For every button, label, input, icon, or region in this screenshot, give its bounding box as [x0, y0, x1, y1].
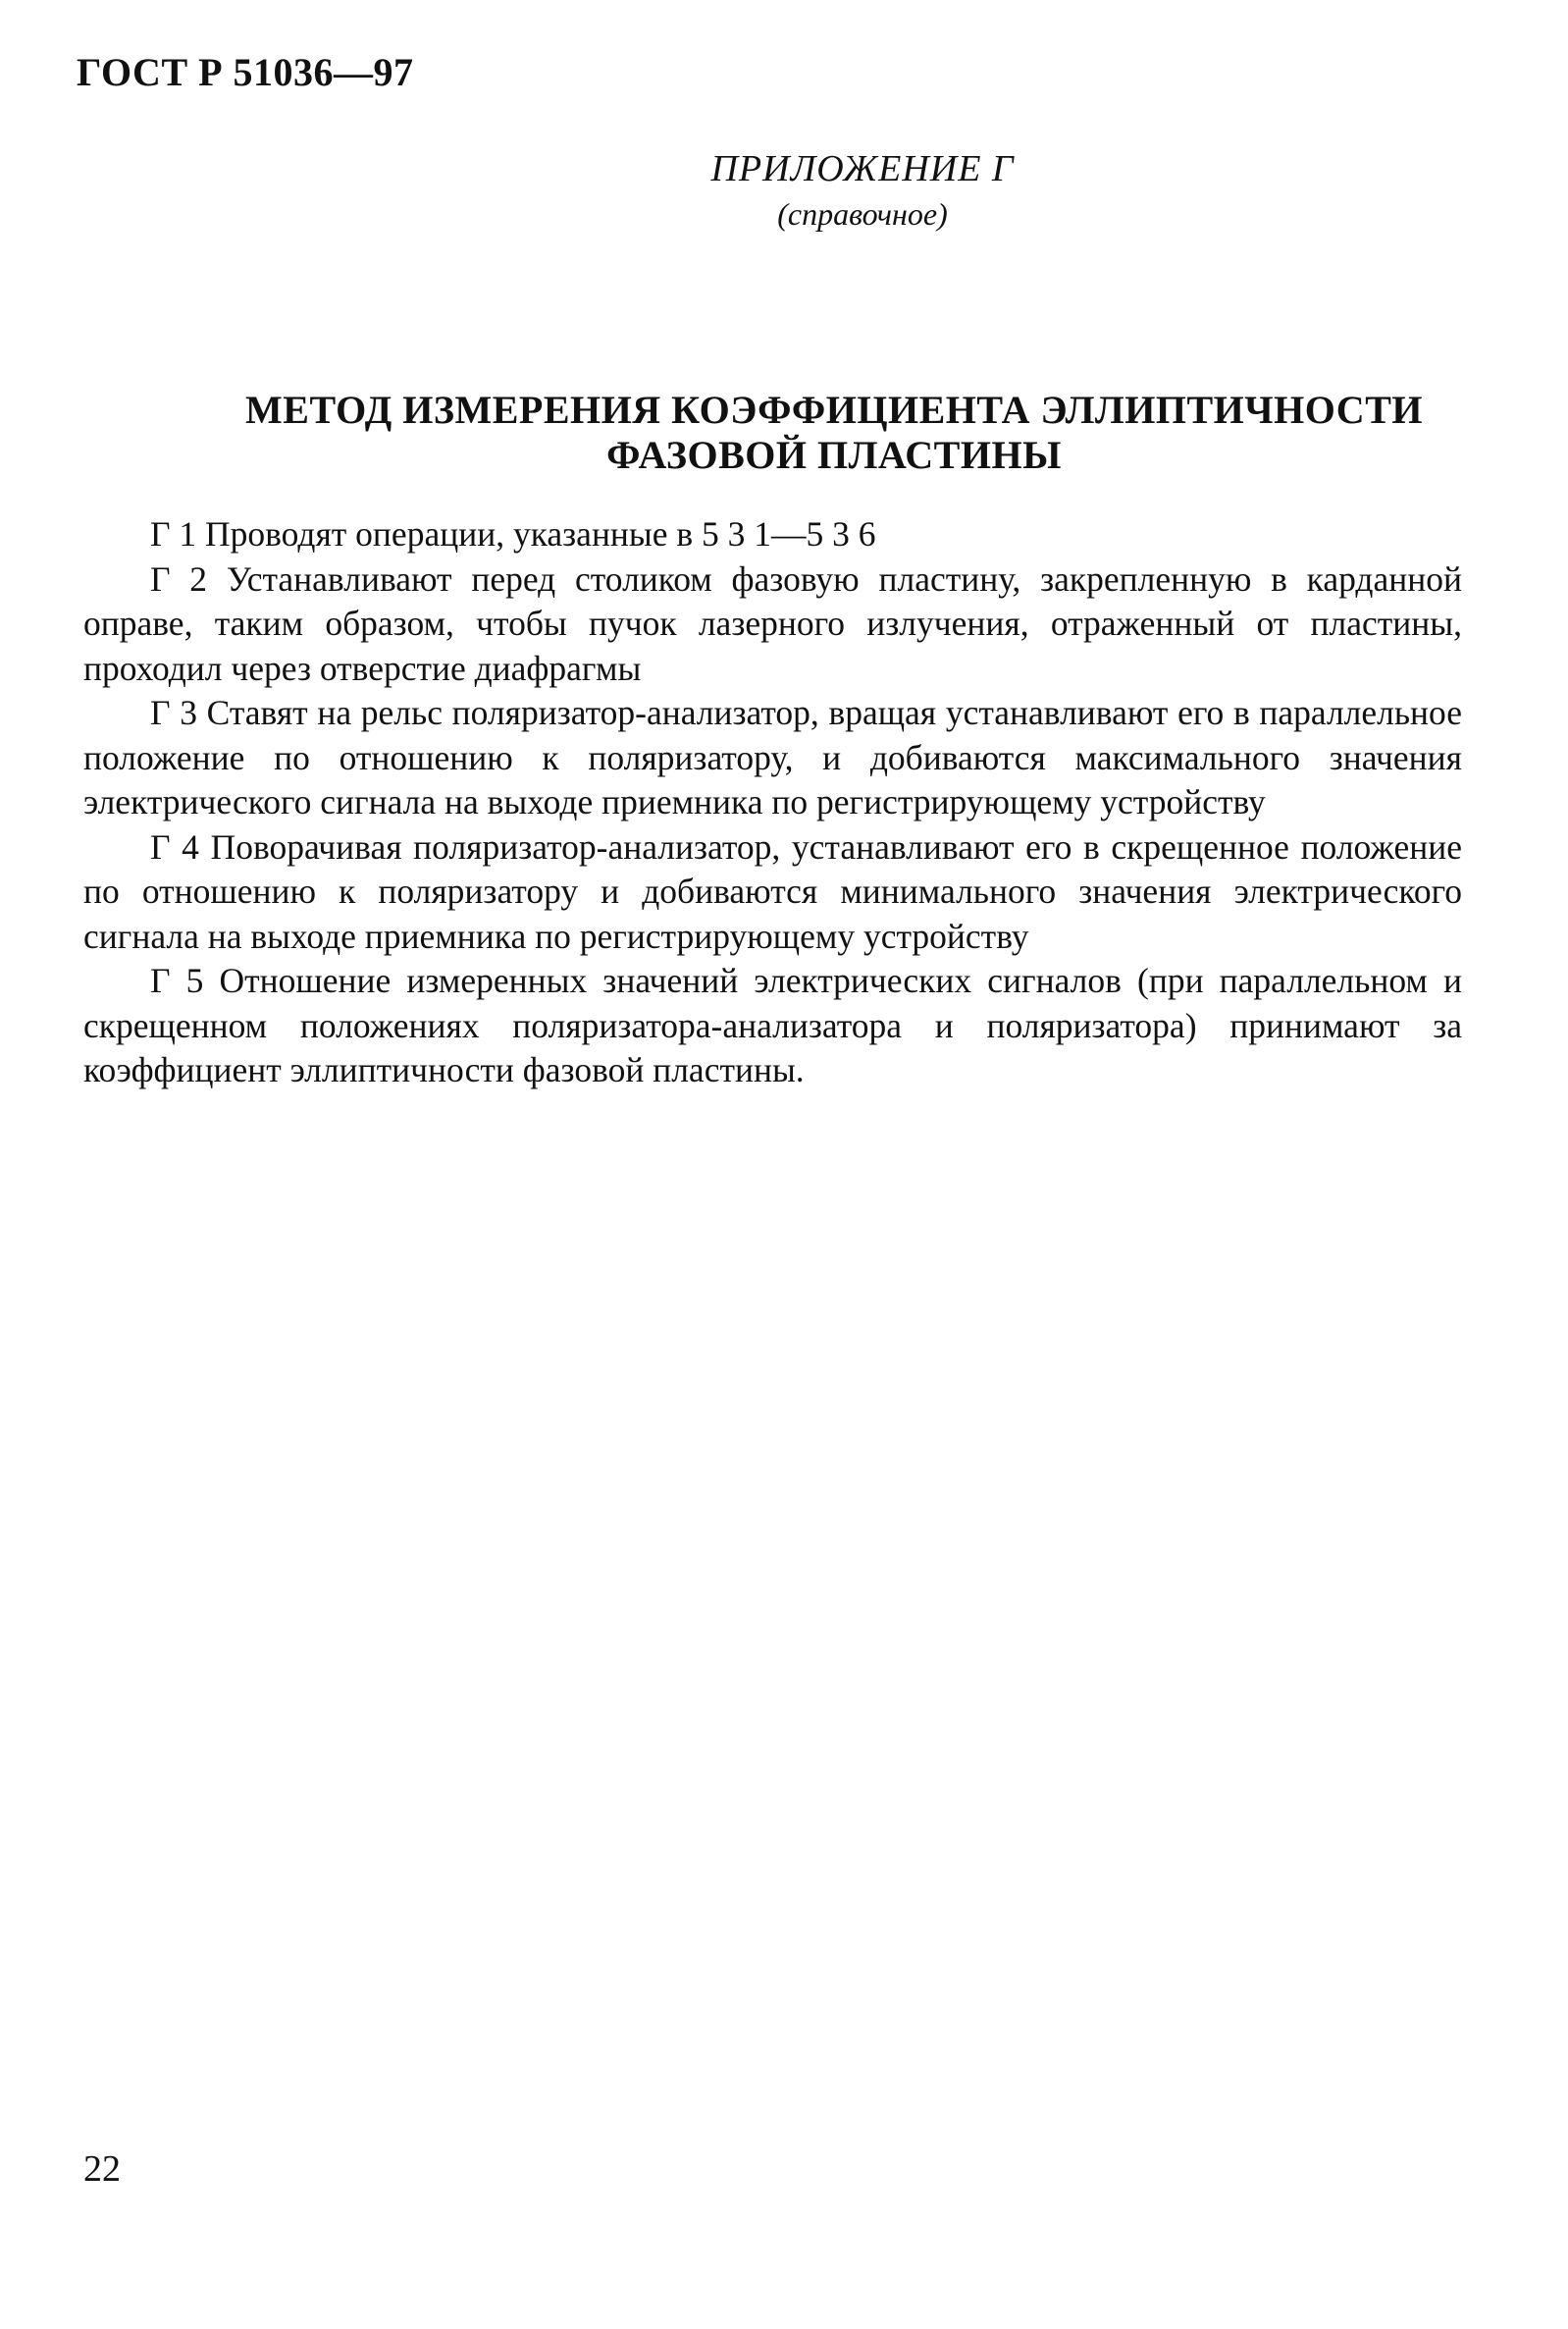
- appendix-title: ПРИЛОЖЕНИЕ Г: [710, 148, 1015, 189]
- section-title-line-1: МЕТОД ИЗМЕРЕНИЯ КОЭФФИЦИЕНТА ЭЛЛИПТИЧНОСТИ: [245, 388, 1423, 432]
- paragraph-g3: Г 3 Ставят на рельс поляризатор-анализатор, вращая устанавливают его в параллельное положение по отношению к поляризатору, и добиваются максимального значения электрического сигнала на выходе приемника по регистрирующему устройству: [83, 693, 1462, 821]
- paragraph-g5: Г 5 Отношение измеренных значений электрических сигналов (при параллельном и скрещенном положениях поляризатора-анализатора и поляризатора) принимают за коэффициент эллиптичности фазовой пластины.: [83, 961, 1462, 1089]
- paragraph-g1: Г 1 Проводят операции, указанные в 5 3 1—5 3 6: [150, 514, 876, 554]
- section-title: [98, 388, 1568, 478]
- body-text: [83, 512, 1462, 1093]
- paragraph-g4: Г 4 Поворачивая поляризатор-анализатор, устанавливают его в скрещенное положение по отношению к поляризатору и добиваются минимального значения электрического сигнала на выходе приемника по регистрирующему устройству: [83, 826, 1462, 956]
- paragraph-g2: Г 2 Устанавливают перед столиком фазовую пластину, закрепленную в карданной оправе, таким образом, чтобы пучок лазерного излучения, отраженный от пластины, проходил через отверстие диафрагмы: [83, 558, 1462, 688]
- standard-code: ГОСТ Р 51036—97: [77, 50, 414, 94]
- appendix-type: (справочное): [777, 196, 948, 232]
- section-title-line-2: ФАЗОВОЙ ПЛАСТИНЫ: [606, 433, 1062, 477]
- page-number: 22: [83, 2148, 121, 2190]
